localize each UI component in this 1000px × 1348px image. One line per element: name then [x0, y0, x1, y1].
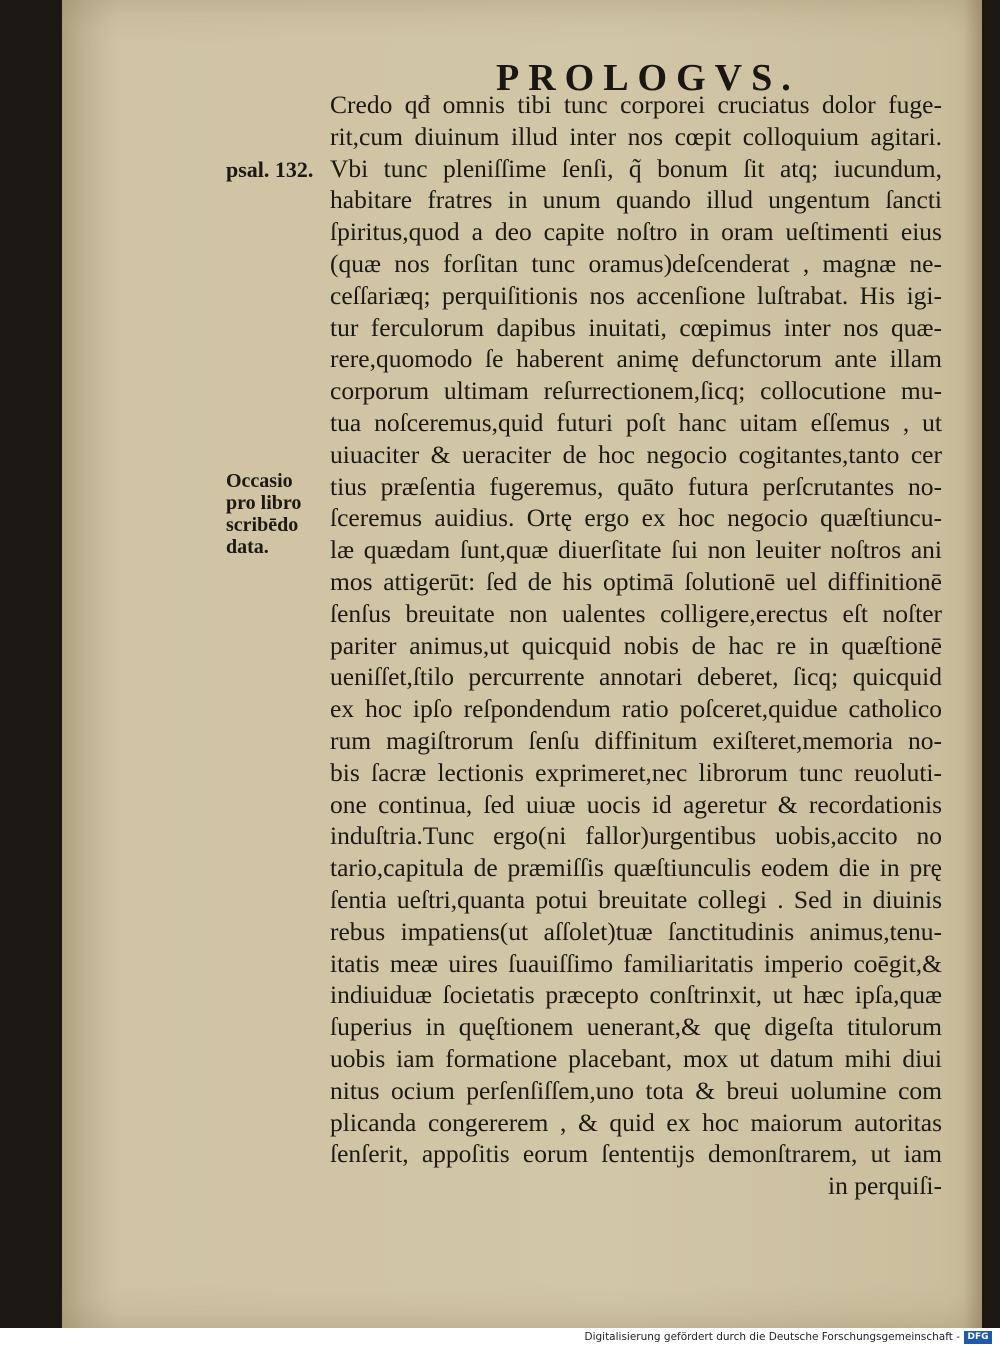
text-line: habitare fratres in unum quando illud ungentum ſancti [330, 185, 942, 215]
margin-note-line: data. [226, 536, 269, 558]
text-line: one continua, ſed uiuæ uocis id ageretur & recordationis [330, 789, 942, 819]
text-line: ſenſerit, appoſitis eorum ſententijs demonſtrarem, ut iam [330, 1139, 942, 1169]
text-line: rit,cum diuinum illud inter nos cœpit colloquium agitari. [330, 121, 942, 151]
text-line: Vbi tunc pleniſſime ſenſi, q̃ bonum ſit atq; iucundum, [330, 153, 942, 183]
text-line: uiuaciter & ueraciter de hoc negocio cogitantes,tanto cer [330, 439, 942, 469]
text-line: tur ferculorum dapibus inuitati, cœpimus inter nos quæ- [330, 312, 942, 342]
text-line: ſceremus auidius. Ortę ergo ex hoc negocio quæſtiuncu- [330, 503, 942, 533]
funding-credit: Digitalisierung gefördert durch die Deutsche Forschungsgemeinschaft - [584, 1331, 960, 1343]
text-line: corporum ultimam reſurrectionem,ſicq; collocutione mu- [330, 376, 942, 406]
text-line: rere,quomodo ſe haberent animę defunctorum ante illam [330, 344, 942, 374]
text-line: Credo qđ omnis tibi tunc corporei cruciatus dolor fuge- [330, 90, 942, 119]
text-line: ſuperius in quęſtionem uenerant,& quę digeſta titulorum [330, 1012, 942, 1042]
text-line: (quæ nos forſitan tunc oramus)deſcenderat , magnæ ne- [330, 248, 942, 278]
text-line: rum magiſtrorum ſenſu diffinitum exiſteret,memoria no- [330, 725, 942, 755]
text-line: ſenſus breuitate non ualentes colligere,erectus eſt noſter [330, 598, 942, 628]
page-edge-shadow [964, 0, 982, 1328]
text-line: ceſſariæq; perquiſitionis nos accenſione luſtrabat. His igi- [330, 280, 942, 310]
text-line: ſentia ueſtri,quanta potui breuitate collegi . Sed in diuinis [330, 884, 942, 914]
text-line: ſpiritus,quod a deo capite noſtro in oram ueſtimenti eius [330, 217, 942, 247]
margin-note-line: pro libro [226, 492, 302, 514]
running-head: PROLOGVS. [496, 57, 800, 99]
text-line: itatis meæ uires ſuauiſſimo familiaritatis imperio coēgit,& [330, 948, 942, 978]
text-line: tius præſentia fugeremus, quāto futura perſcrutantes no- [330, 471, 942, 501]
text-line: nitus ocium perſenſiſſem,uno tota & breui uolumine com [330, 1075, 942, 1105]
margin-note-line: scribēdo [226, 514, 299, 536]
text-line: in perquiſi- [827, 1171, 942, 1201]
text-line: plicanda congererem , & quid ex hoc maiorum autoritas [330, 1107, 942, 1137]
text-line: ueniſſet,ſtilo percurrente annotari deberet, ſicq; quicquid [330, 662, 942, 692]
text-line: pariter animus,ut quicquid nobis de hac re in quæſtionē [330, 630, 942, 660]
text-line: induſtria.Tunc ergo(ni fallor)urgentibus uobis,accito no [330, 821, 942, 851]
text-line: bis ſacræ lectionis exprimeret,nec librorum tunc reuoluti- [330, 757, 942, 787]
body-text [330, 89, 942, 1202]
footer-bar [0, 1328, 1000, 1348]
text-line: tua noſceremus,quid futuri poſt hanc uitam eſſemus , ut [330, 407, 942, 437]
text-line: tario,capitula de præmiſſis quæſtiunculis eodem die in prę [330, 853, 942, 883]
margin-note-occasion [226, 470, 326, 558]
text-line: mos attigerūt: ſed de his optimā ſolutionē uel diffinitionē [330, 566, 942, 596]
margin-note-line: Occasio [226, 470, 293, 492]
margin-note-psalm: psal. 132. [226, 157, 314, 182]
text-line: ex hoc ipſo reſpondendum ratio poſceret,quidue catholico [330, 694, 942, 724]
text-line: indiuiduæ ſocietatis præcepto conſtrinxit, ut hæc ipſa,quæ [330, 980, 942, 1010]
dfg-logo: DFG [964, 1331, 992, 1344]
text-line: læ quædam ſunt,quæ diuerſitate ſui non leuiter noſtros ani [330, 535, 942, 565]
text-line: uobis iam formatione placebant, mox ut datum mihi diui [330, 1043, 942, 1073]
text-line: rebus impatiens(ut aſſolet)tuæ ſanctitudinis animus,tenu- [330, 916, 942, 946]
